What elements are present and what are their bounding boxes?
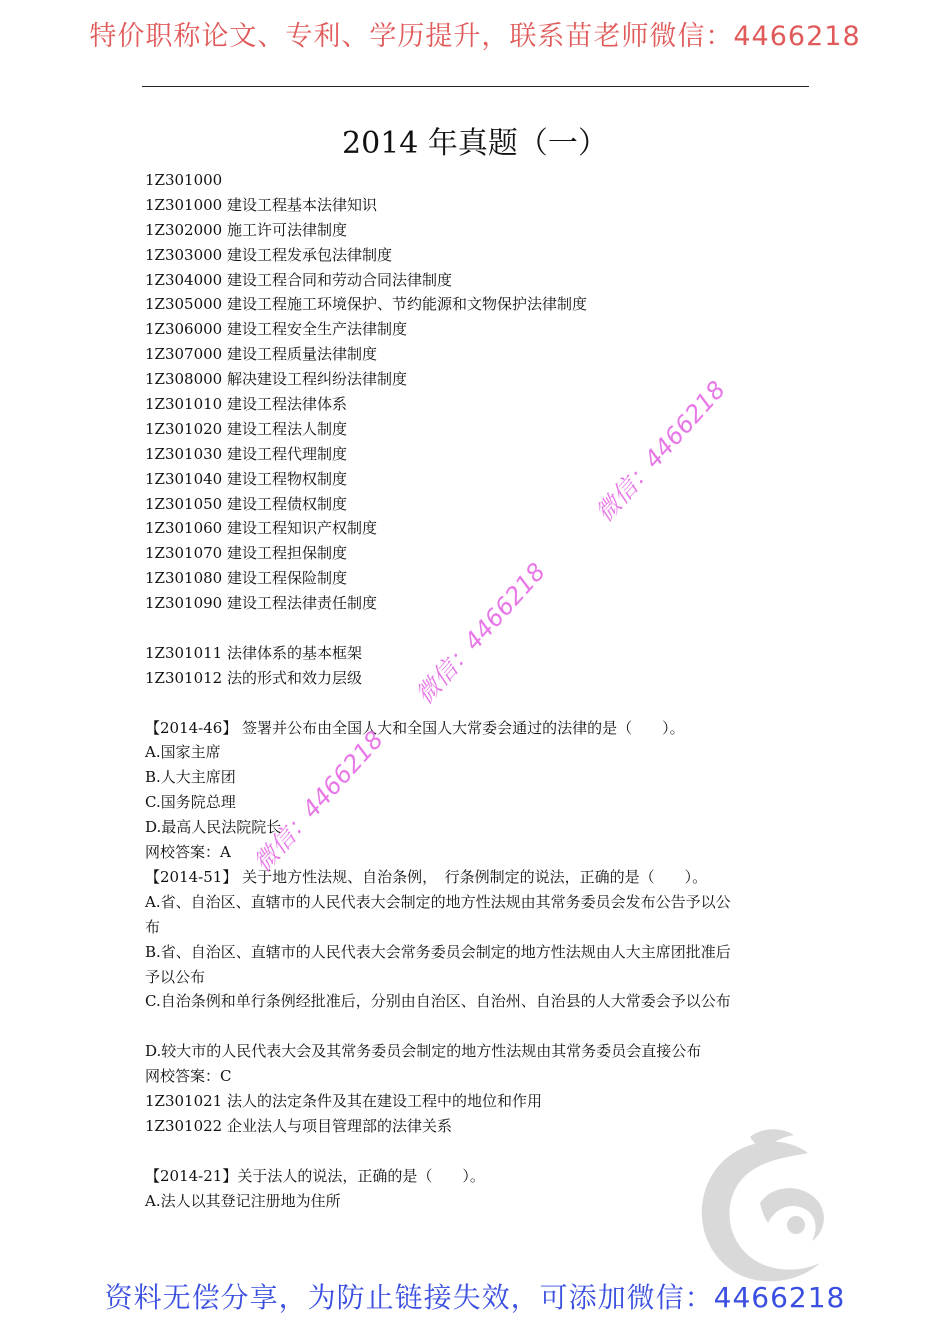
outline-item: 1Z301090 建设工程法律责任制度 bbox=[145, 594, 377, 613]
answer-option: D.最高人民法院院长 bbox=[145, 818, 282, 837]
outline-item: 1Z302000 施工许可法律制度 bbox=[145, 220, 347, 239]
outline-item: 1Z306000 建设工程安全生产法律制度 bbox=[145, 320, 407, 339]
outline-item: 1Z301010 建设工程法律体系 bbox=[145, 395, 347, 414]
outline-item: 1Z301080 建设工程保险制度 bbox=[145, 569, 347, 588]
answer-option: C.国务院总理 bbox=[145, 793, 236, 812]
outline-item: 1Z301050 建设工程债权制度 bbox=[145, 494, 347, 513]
answer-option-continued: 予以公布 bbox=[145, 967, 206, 986]
outline-item: 1Z301030 建设工程代理制度 bbox=[145, 444, 347, 463]
outline-item: 1Z304000 建设工程合同和劳动合同法律制度 bbox=[145, 270, 452, 289]
outline-item: 1Z307000 建设工程质量法律制度 bbox=[145, 345, 377, 364]
answer-option: B.省、自治区、直辖市的人民代表大会常务委员会制定的地方性法规由人大主席团批准后 bbox=[145, 942, 731, 961]
outline-item: 1Z305000 建设工程施工环境保护、节约能源和文物保护法律制度 bbox=[145, 295, 587, 314]
answer-key: 网校答案：A bbox=[145, 843, 231, 862]
spacer bbox=[145, 691, 810, 716]
wechat-watermark: 微信：4466218 bbox=[410, 557, 551, 710]
header-banner: 特价职称论文、专利、学历提升，联系苗老师微信：4466218 bbox=[89, 21, 861, 52]
header-divider bbox=[142, 86, 809, 87]
dolphin-logo-icon bbox=[690, 1125, 850, 1285]
outline-item: 1Z301020 建设工程法人制度 bbox=[145, 419, 347, 438]
answer-option: B.人大主席团 bbox=[145, 768, 236, 787]
section-heading: 1Z301011 法律体系的基本框架 bbox=[145, 643, 362, 662]
outline-item: 1Z301060 建设工程知识产权制度 bbox=[145, 519, 377, 538]
answer-option: A.国家主席 bbox=[145, 743, 221, 762]
wechat-watermark: 微信：4466218 bbox=[590, 375, 731, 528]
section-heading: 1Z301012 法的形式和效力层级 bbox=[145, 668, 362, 687]
question-text: 【2014-46】 签署并公布由全国人大和全国人大常委会通过的法律的是（ ）。 bbox=[145, 718, 685, 737]
answer-key: 网校答案：C bbox=[145, 1067, 232, 1086]
spacer bbox=[145, 1014, 810, 1039]
footer-banner: 资料无偿分享，为防止链接失效，可添加微信：4466218 bbox=[104, 1281, 846, 1314]
section-heading: 1Z301022 企业法人与项目管理部的法律关系 bbox=[145, 1116, 452, 1135]
outline-item: 1Z301000 bbox=[145, 171, 223, 189]
document-body bbox=[145, 168, 810, 1213]
wechat-watermark: 微信：4466218 bbox=[248, 725, 389, 878]
question-2014-46 bbox=[145, 716, 810, 865]
section-heading: 1Z301021 法人的法定条件及其在建设工程中的地位和作用 bbox=[145, 1091, 542, 1110]
outline-item: 1Z301000 建设工程基本法律知识 bbox=[145, 195, 377, 214]
outline-item: 1Z303000 建设工程发承包法律制度 bbox=[145, 245, 392, 264]
outline-item: 1Z301040 建设工程物权制度 bbox=[145, 469, 347, 488]
question-text: 【2014-51】 关于地方性法规、自治条例， 行条例制定的说法，正确的是（ ）。 bbox=[145, 867, 708, 886]
page-title: 2014 年真题（一） bbox=[342, 126, 608, 161]
outline-item: 1Z308000 解决建设工程纠纷法律制度 bbox=[145, 370, 407, 389]
answer-option: A.省、自治区、直辖市的人民代表大会制定的地方性法规由其常务委员会发布公告予以公 bbox=[145, 892, 731, 911]
question-text: 【2014-21】关于法人的说法，正确的是（ ）。 bbox=[145, 1166, 485, 1185]
answer-option: A.法人以其登记注册地为住所 bbox=[145, 1191, 341, 1210]
answer-option-continued: 布 bbox=[145, 917, 161, 936]
answer-option: D.较大市的人民代表大会及其常务委员会制定的地方性法规由其常务委员会直接公布 bbox=[145, 1042, 702, 1061]
outline-item: 1Z301070 建设工程担保制度 bbox=[145, 544, 347, 563]
question-2014-51 bbox=[145, 865, 810, 1089]
answer-option: C.自治条例和单行条例经批准后，分别由自治区、自治州、自治县的人大常委会予以公布 bbox=[145, 992, 731, 1011]
